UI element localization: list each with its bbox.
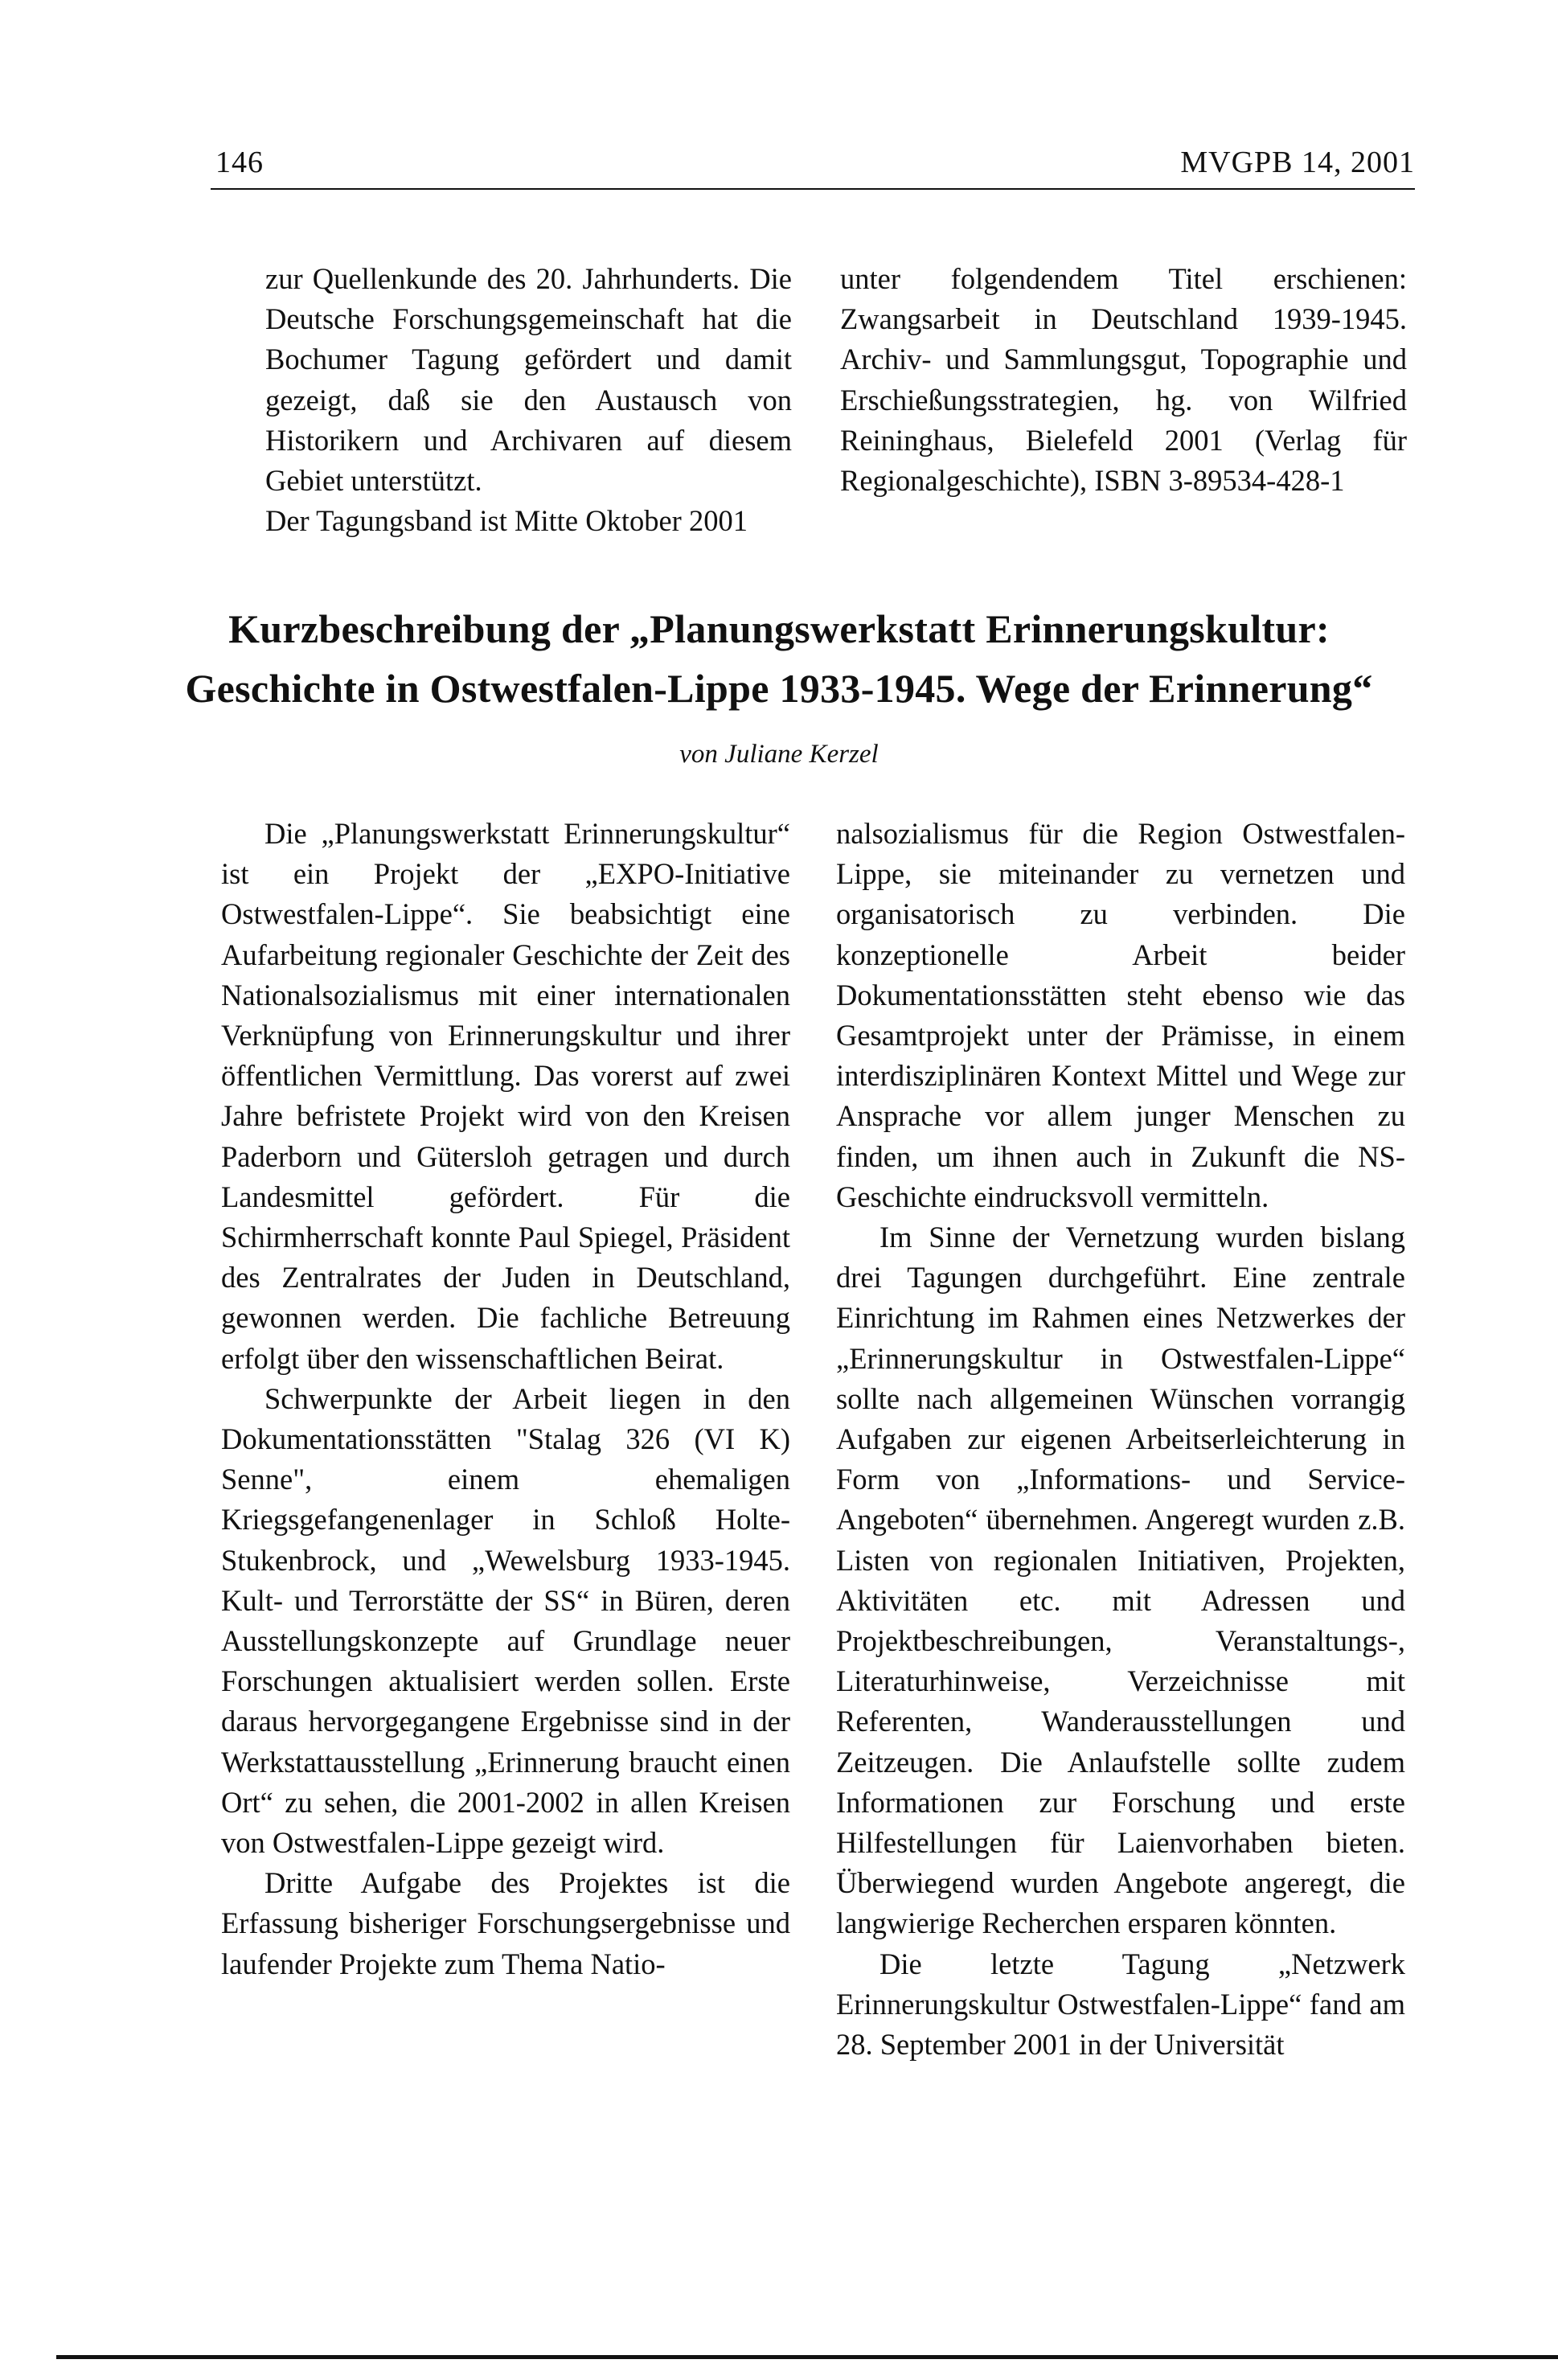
top-right-paragraph-1: unter folgendendem Titel erschienen: Zwangsarbeit in Deutschland 1939-1945. Archiv- und Sammlungsgut, Topographie und Erschießungsstrategien, hg. von Wilfried Reininghaus, Bielefeld 2001 (Verlag für Regionalgeschichte), ISBN 3-89534-428-1 [840,262,1407,498]
header-rule [211,188,1415,190]
top-left-paragraph-2: Der Tagungsband ist Mitte Oktober 2001 [265,504,748,538]
article-byline: von Juliane Kerzel [679,740,879,769]
body-left-paragraph-1: Die „Planungswerkstatt Erinnerungskultur“ ist ein Projekt der „EXPO-Initiative Ostwestfalen-Lippe“. Sie beabsichtigt eine Aufarbeitung regionaler Geschichte der Zeit des Nationalsozialismus mit einer internationalen Verknüpfung von Erinnerungskultur und ihrer öffentlichen Vermittlung. Das vorerst auf zwei Jahre befristete Projekt wird von den Kreisen Paderborn und Gütersloh getragen und durch Landesmittel gefördert. Für die Schirmherrschaft konnte Paul Spiegel, Präsident des Zentralrates der Juden in Deutschland, gewonnen werden. Die fachliche Betreuung erfolgt über den wissenschaftlichen Beirat. [221,817,790,1375]
top-left-paragraph-1: zur Quellenkunde des 20. Jahrhunderts. Die Deutsche Forschungsgemeinschaft hat die Bochumer Tagung gefördert und damit gezeigt, daß sie den Austausch von Historikern und Archivaren auf diesem Gebiet unterstützt. [265,262,792,498]
body-left-paragraph-2: Schwerpunkte der Arbeit liegen in den Dokumentationsstätten "Stalag 326 (VI K) Senne", einem ehemaligen Kriegsgefangenenlager in Schloß Holte-Stukenbrock, und „Wewelsburg 1933-1945. Kult- und Terrorstätte der SS“ in Büren, deren Ausstellungskonzepte auf Grundlage neuer Forschungen aktualisiert werden sollen. Erste daraus hervorgegangene Ergebnisse sind in der Werkstattausstellung „Erinnerung braucht einen Ort“ zu sehen, die 2001-2002 in allen Kreisen von Ostwestfalen-Lippe gezeigt wird. [221,1381,790,1860]
body-right-column [836,814,1405,2065]
body-left-column [221,814,790,1984]
journal-reference: MVGPB 14, 2001 [1180,146,1415,179]
body-left-paragraph-3: Dritte Aufgabe des Projektes ist die Erfassung bisheriger Forschungsergebnisse und laufender Projekte zum Thema Natio- [221,1866,790,1980]
page-number: 146 [215,146,264,179]
top-right-column [840,259,1407,501]
body-right-paragraph-2: Im Sinne der Vernetzung wurden bislang drei Tagungen durchgeführt. Eine zentrale Einrichtung im Rahmen eines Netzwerkes der „Erinnerungskultur in Ostwestfalen-Lippe“ sollte nach allgemeinen Wünschen vorrangig Aufgaben zur eigenen Arbeitserleichterung in Form von „Informations- und Service-Angeboten“ übernehmen. Angeregt wurden z.B. Listen von regionalen Initiativen, Projekten, Aktivitäten etc. mit Adressen und Projektbeschreibungen, Veranstaltungs-, Literaturhinweise, Verzeichnisse mit Referenten, Wanderausstellungen und Zeitzeugen. Die Anlaufstelle sollte zudem Informationen zur Forschung und erste Hilfestellungen für Laienvorhaben bieten. Überwiegend wurden Angebote angeregt, die langwierige Recherchen ersparen könnten. [836,1221,1405,1940]
article-title [129,599,1429,718]
bottom-scan-edge-rule [56,2355,1558,2359]
top-left-column [265,259,792,541]
article-title-line-2: Geschichte in Ostwestfalen-Lippe 1933-1945. Wege der Erinnerung“ [185,666,1373,711]
article-title-line-1: Kurzbeschreibung der „Planungswerkstatt Erinnerungskultur: [228,606,1330,651]
body-right-paragraph-1: nalsozialismus für die Region Ostwestfalen-Lippe, sie miteinander zu vernetzen und organisatorisch zu verbinden. Die konzeptionelle Arbeit beider Dokumentationsstätten steht ebenso wie das Gesamtprojekt unter der Prämisse, in einem interdisziplinären Kontext Mittel und Wege zur Ansprache vor allem junger Menschen zu finden, um ihnen auch in Zukunft die NS-Geschichte eindrucksvoll vermitteln. [836,817,1405,1213]
body-right-paragraph-3: Die letzte Tagung „Netzwerk Erinnerungskultur Ostwestfalen-Lippe“ fand am 28. September 2001 in der Universität [836,1947,1405,2062]
